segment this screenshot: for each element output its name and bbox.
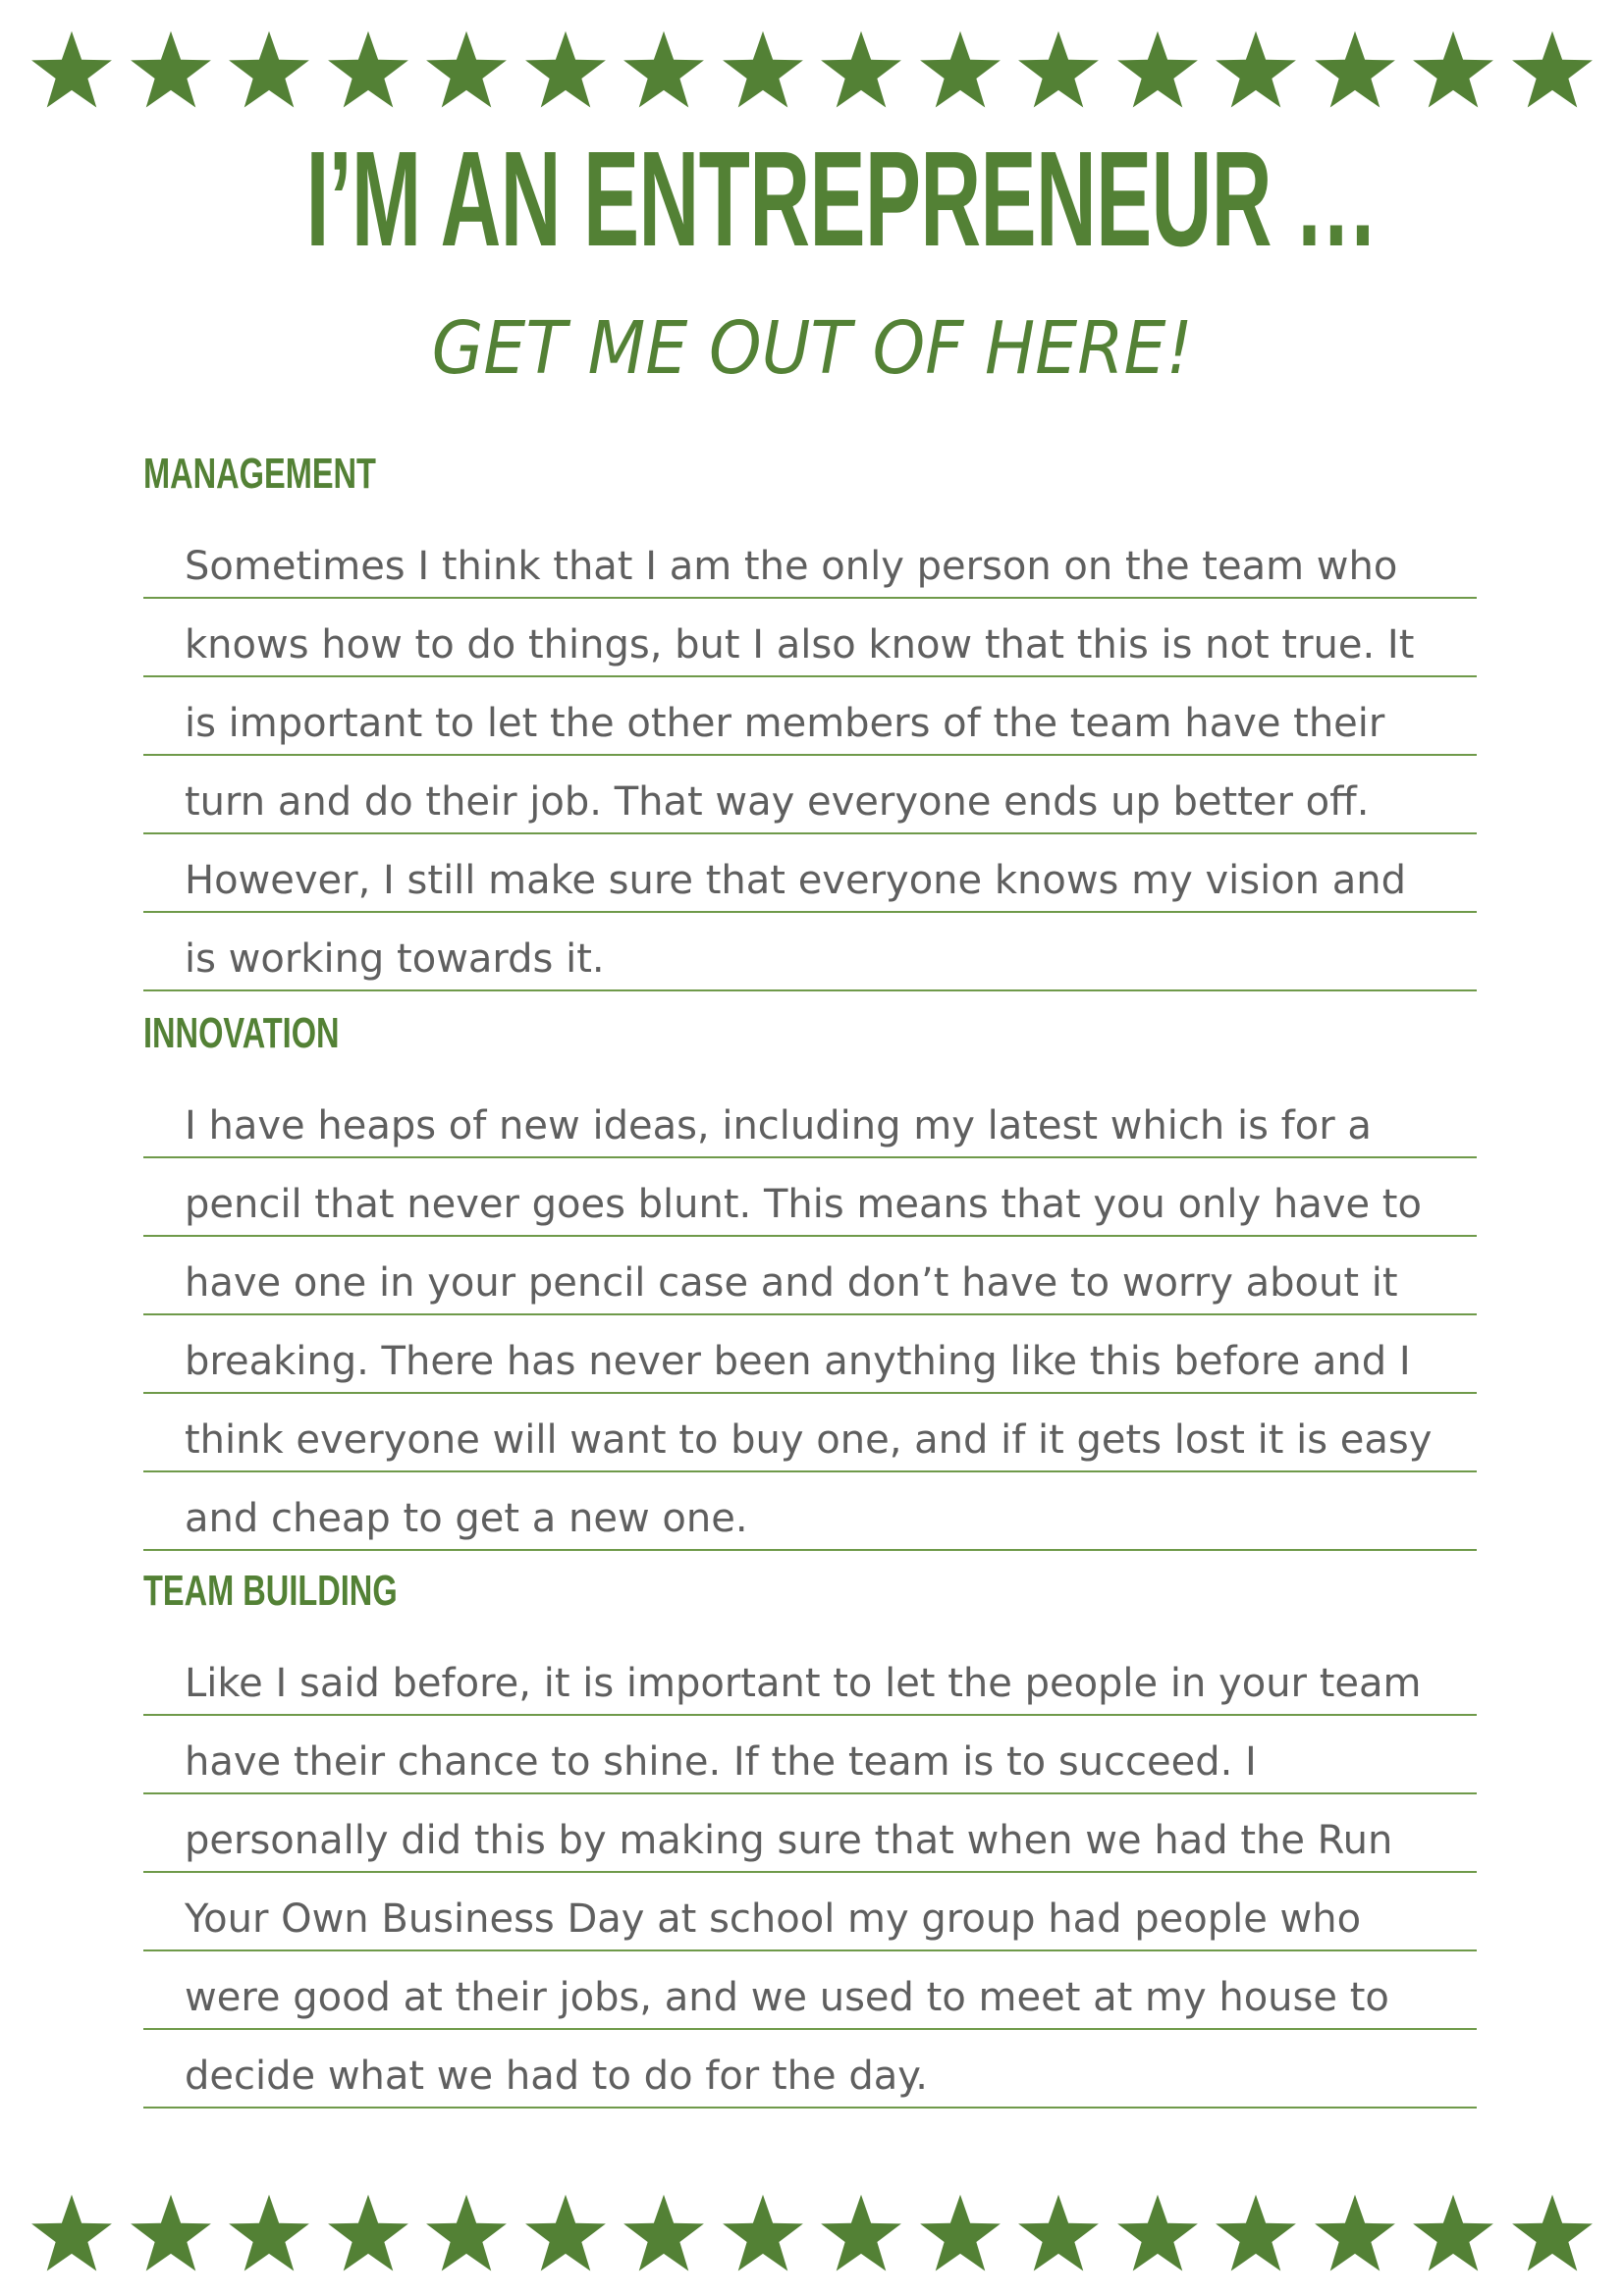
star-icon xyxy=(918,2193,1002,2277)
star-icon xyxy=(129,2193,213,2277)
ruled-lines xyxy=(143,520,1477,991)
line-text: Sometimes I think that I am the only person on the team who xyxy=(185,544,1398,589)
ruled-line xyxy=(143,1873,1477,1951)
ruled-line xyxy=(143,1315,1477,1394)
page-subtitle: GET ME OUT OF HERE! xyxy=(431,306,1193,391)
star-icon xyxy=(29,29,114,114)
section-innovation xyxy=(143,1009,1477,1551)
ruled-line xyxy=(143,599,1477,677)
section-team-building xyxy=(143,1567,1477,2109)
star-icon xyxy=(1016,2193,1101,2277)
ruled-line xyxy=(143,1716,1477,1794)
star-icon xyxy=(1411,2193,1495,2277)
line-text: pencil that never goes blunt. This means that you only have to xyxy=(185,1182,1422,1227)
ruled-line xyxy=(143,1394,1477,1472)
line-text: However, I still make sure that everyone knows my vision and xyxy=(185,858,1406,903)
line-text: think everyone will want to buy one, and if it gets lost it is easy xyxy=(185,1417,1433,1463)
line-text: personally did this by making sure that when we had the Run xyxy=(185,1818,1393,1863)
line-text: Your Own Business Day at school my group had people who xyxy=(185,1896,1362,1942)
ruled-line xyxy=(143,2030,1477,2109)
ruled-line xyxy=(143,677,1477,756)
ruled-line xyxy=(143,1951,1477,2030)
star-icon xyxy=(721,29,805,114)
line-text: and cheap to get a new one. xyxy=(185,1496,748,1541)
line-text: turn and do their job. That way everyone ends up better off. xyxy=(185,779,1370,825)
ruled-line xyxy=(143,520,1477,599)
star-icon xyxy=(523,2193,608,2277)
star-icon xyxy=(1115,2193,1200,2277)
ruled-line xyxy=(143,913,1477,991)
top-star-border xyxy=(29,27,1595,116)
star-icon xyxy=(424,2193,509,2277)
star-icon xyxy=(918,29,1002,114)
line-text: I have heaps of new ideas, including my latest which is for a xyxy=(185,1103,1372,1148)
section-heading: TEAM BUILDING xyxy=(143,1567,398,1615)
ruled-line xyxy=(143,756,1477,834)
star-icon xyxy=(326,29,410,114)
star-icon xyxy=(1510,2193,1595,2277)
star-icon xyxy=(326,2193,410,2277)
ruled-line xyxy=(143,834,1477,913)
star-icon xyxy=(1115,29,1200,114)
star-icon xyxy=(424,29,509,114)
line-text: is important to let the other members of the team have their xyxy=(185,701,1385,746)
line-text: decide what we had to do for the day. xyxy=(185,2054,928,2099)
star-icon xyxy=(1510,29,1595,114)
line-text: were good at their jobs, and we used to meet at my house to xyxy=(185,1975,1389,2020)
star-icon xyxy=(29,2193,114,2277)
star-icon xyxy=(227,29,311,114)
line-text: knows how to do things, but I also know that this is not true. It xyxy=(185,622,1415,667)
star-icon xyxy=(523,29,608,114)
section-heading: MANAGEMENT xyxy=(143,450,376,498)
star-icon xyxy=(1313,29,1397,114)
ruled-line xyxy=(143,1472,1477,1551)
star-icon xyxy=(1016,29,1101,114)
star-icon xyxy=(1313,2193,1397,2277)
star-icon xyxy=(1214,2193,1298,2277)
line-text: have their chance to shine. If the team is to succeed. I xyxy=(185,1739,1257,1785)
star-icon xyxy=(721,2193,805,2277)
page-title: I’M AN ENTREPRENEUR … xyxy=(305,124,1379,275)
star-icon xyxy=(819,29,903,114)
star-icon xyxy=(1411,29,1495,114)
line-text: Like I said before, it is important to let the people in your team xyxy=(185,1661,1422,1706)
line-text: is working towards it. xyxy=(185,936,605,982)
section-heading: INNOVATION xyxy=(143,1009,340,1057)
bottom-star-border xyxy=(29,2191,1595,2279)
star-icon xyxy=(129,29,213,114)
ruled-line xyxy=(143,1080,1477,1158)
section-management xyxy=(143,450,1477,991)
star-icon xyxy=(819,2193,903,2277)
ruled-lines xyxy=(143,1080,1477,1551)
star-icon xyxy=(622,29,706,114)
star-icon xyxy=(227,2193,311,2277)
ruled-line xyxy=(143,1237,1477,1315)
line-text: breaking. There has never been anything like this before and I xyxy=(185,1339,1411,1384)
ruled-line xyxy=(143,1637,1477,1716)
line-text: have one in your pencil case and don’t have to worry about it xyxy=(185,1260,1398,1306)
star-icon xyxy=(622,2193,706,2277)
ruled-lines xyxy=(143,1637,1477,2109)
ruled-line xyxy=(143,1794,1477,1873)
ruled-line xyxy=(143,1158,1477,1237)
star-icon xyxy=(1214,29,1298,114)
